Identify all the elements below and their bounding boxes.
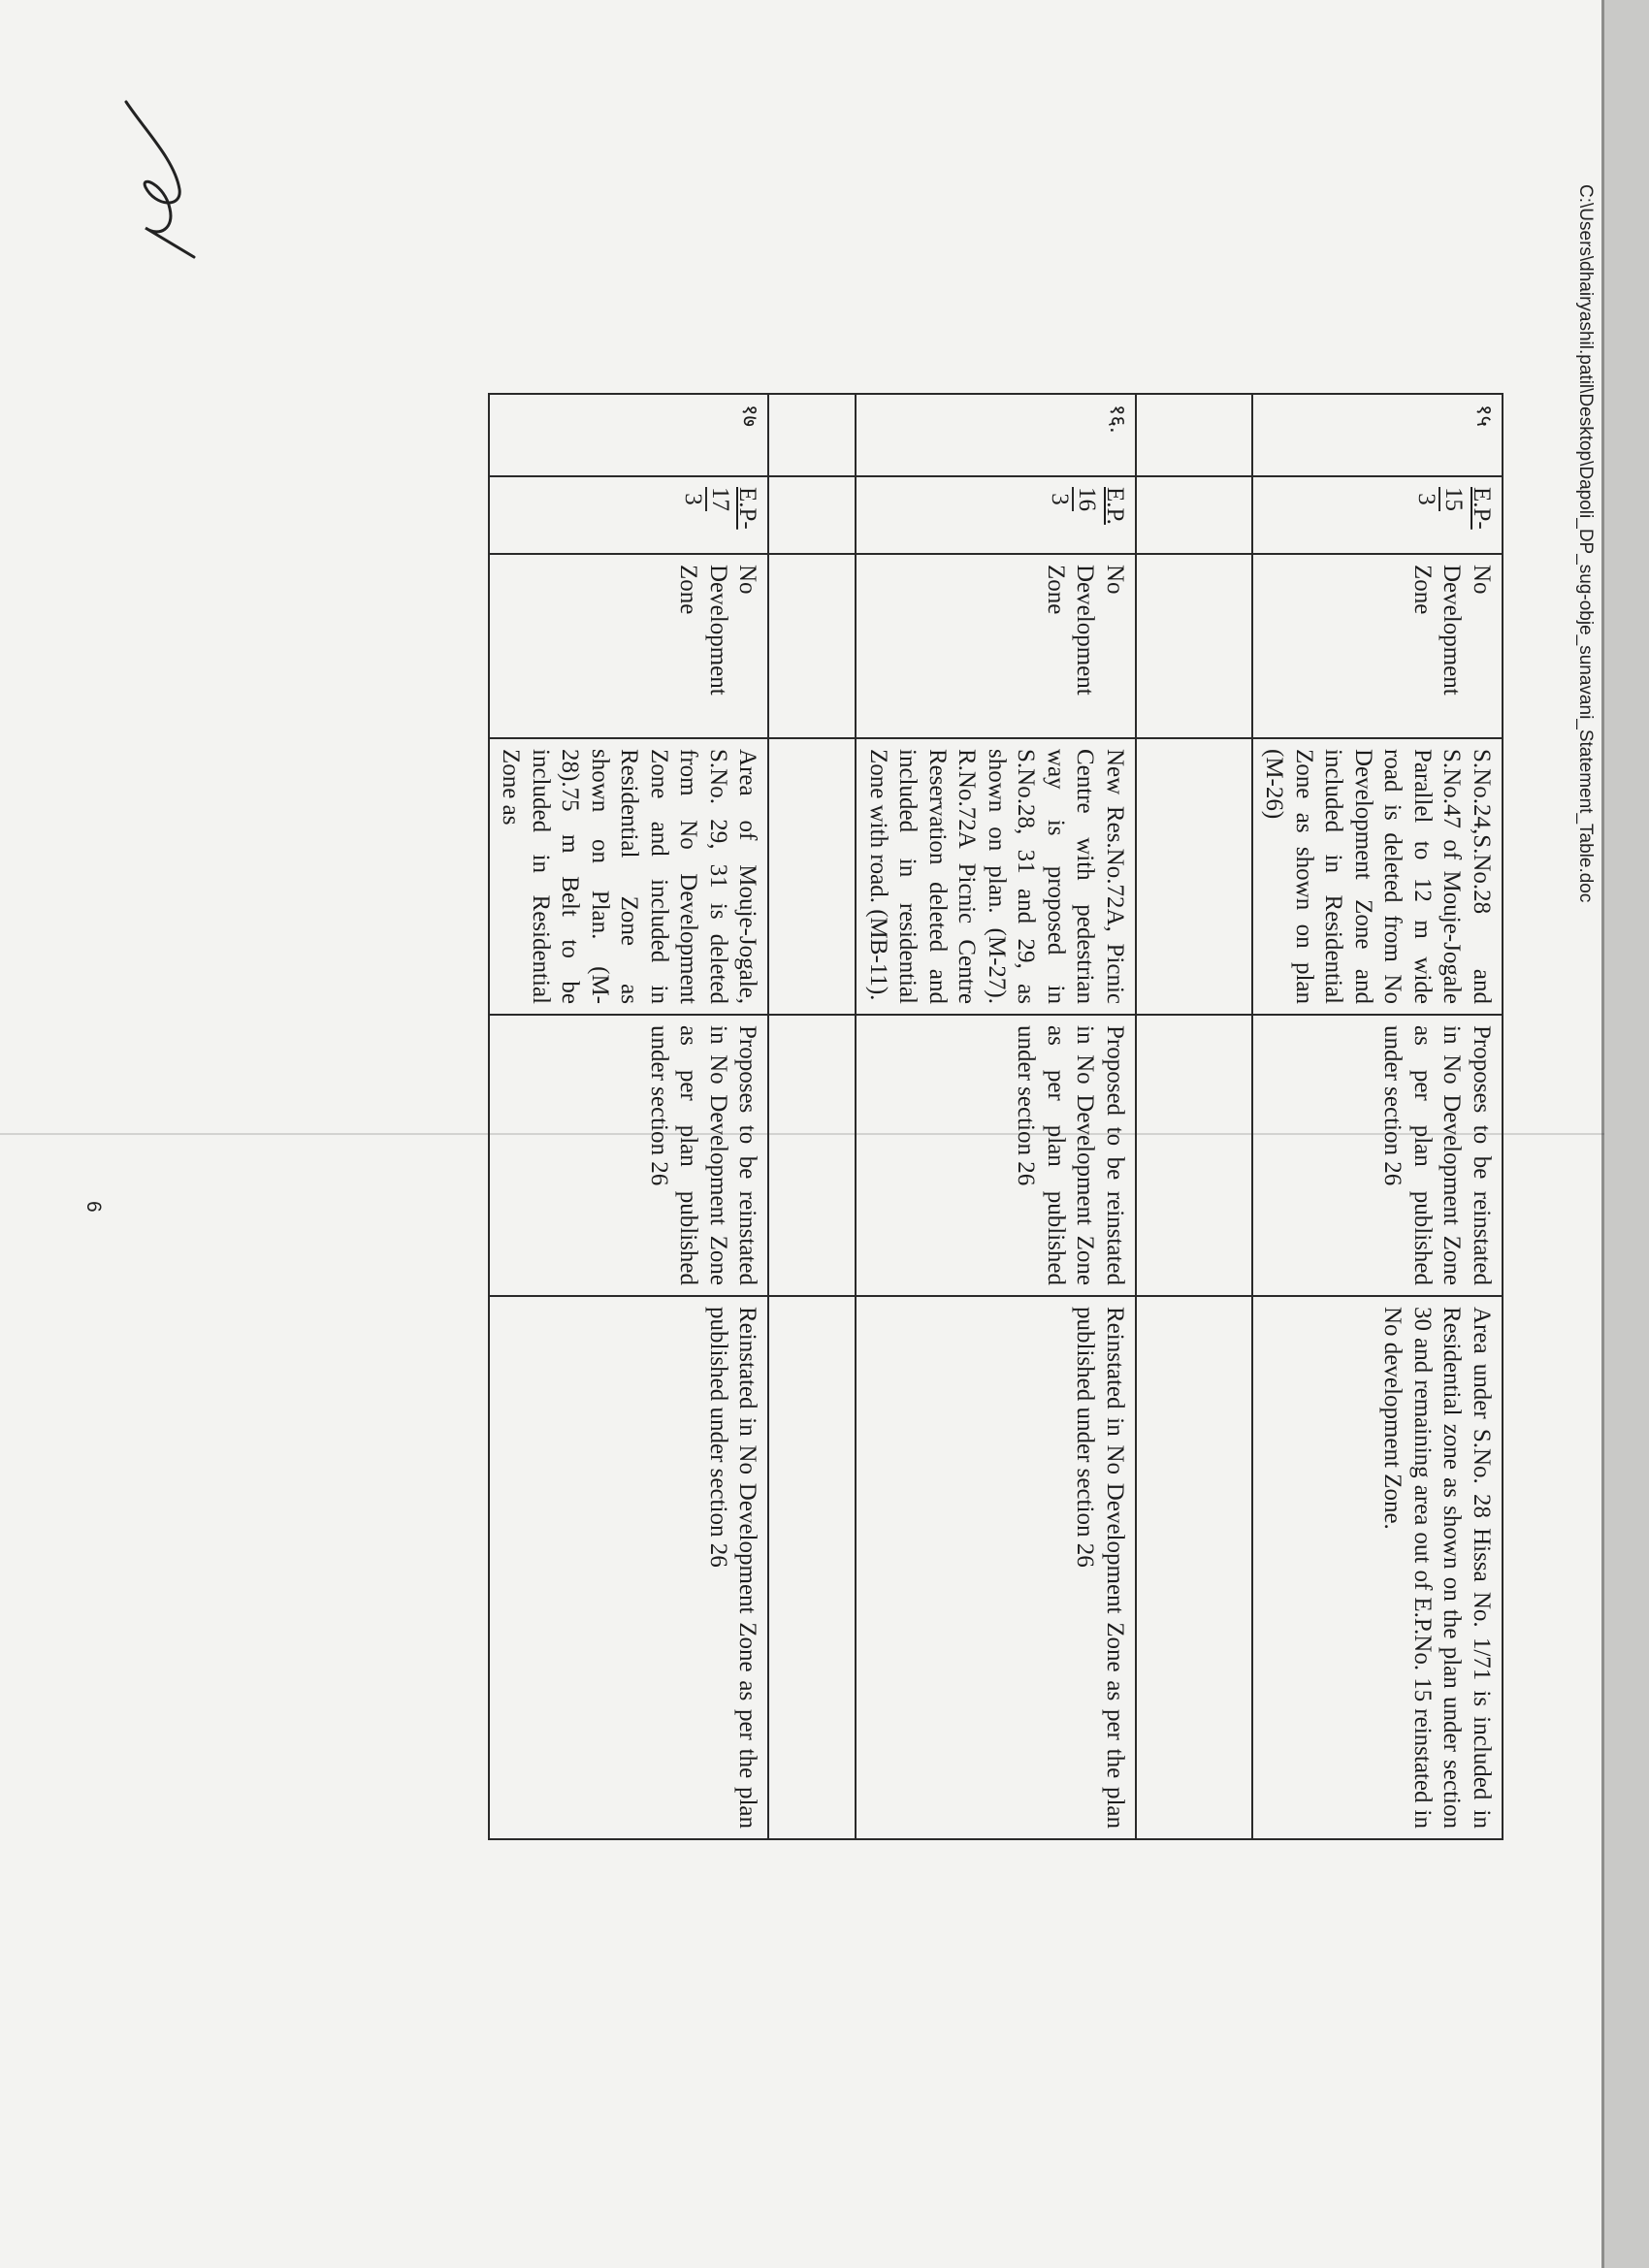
- proposal-cell: S.No.24,S.No.28 and S.No.47 of Mouje-Jogale Parallel to 12 m wide road is deleted from No Development Zone and included in Residential Zone as shown on plan (M-26): [1252, 738, 1503, 1015]
- ep-cell: [489, 476, 769, 554]
- zone-cell: No Development Zone: [857, 554, 1137, 738]
- ep-cell: [1252, 476, 1503, 554]
- handwritten-signature: [97, 92, 213, 267]
- table-row-spacer: [1136, 394, 1252, 1839]
- ep-number: 15: [1439, 487, 1466, 511]
- proposal-cell: New Res.No.72A, Picnic Centre with pedestrian way is proposed in S.No.28, 31 and 29, as shown on plan. (M-27). R.No.72A Picnic Centre Reservation deleted and included in residential Zone with road. (MB-11).: [857, 738, 1137, 1015]
- decision-cell: Proposes to be reinstated in No Development Zone as per plan published under section 26: [489, 1015, 769, 1296]
- final-cell: Reinstated in No Development Zone as per the plan published under section 26: [489, 1296, 769, 1839]
- statement-table: [488, 393, 1504, 1840]
- ep-sheet: 3: [1413, 493, 1440, 505]
- ep-fraction: [1047, 487, 1100, 511]
- page-number: 6: [82, 1201, 105, 1213]
- ep-fraction: [680, 487, 733, 511]
- table-row: [857, 394, 1137, 1839]
- ep-code: E.P-: [734, 487, 761, 530]
- table-row-spacer: [769, 394, 857, 1839]
- ep-cell: [857, 476, 1137, 554]
- zone-cell: No Development Zone: [1252, 554, 1503, 738]
- proposal-cell: Area of Mouje-Jogale, S.No. 29, 31 is deleted from No Development Zone and included in Residential Zone as shown on Plan. (M-28).75 m Belt to be included in Residential Zone as: [489, 738, 769, 1015]
- final-cell: Area under S.No. 28 Hissa No. 1/71 is included in Residential zone as shown on the plan under section 30 and remaining area out of E.P.No. 15 reinstated in No development Zone.: [1252, 1296, 1503, 1839]
- zone-cell: No Development Zone: [489, 554, 769, 738]
- decision-cell: Proposes to be reinstated in No Development Zone as per plan published under section 26: [1252, 1015, 1503, 1296]
- ep-fraction: [1413, 487, 1467, 511]
- ep-sheet: 3: [679, 493, 706, 505]
- ep-code: E.P.: [1102, 487, 1128, 525]
- ep-code: E.P-: [1469, 487, 1495, 530]
- serial-number: १५: [1252, 394, 1503, 476]
- serial-number: १६.: [857, 394, 1137, 476]
- table-row: [1252, 394, 1503, 1839]
- final-cell: Reinstated in No Development Zone as per the plan published under section 26: [857, 1296, 1137, 1839]
- decision-cell: Proposed to be reinstated in No Development Zone as per plan published under section 26: [857, 1015, 1137, 1296]
- serial-number: १७: [489, 394, 769, 476]
- ep-number: 16: [1072, 487, 1099, 511]
- file-path: C:\Users\dhairyashil.patil\Desktop\Dapoli_DP_sug-obje_sunavani_Statement_Table.doc: [1575, 184, 1596, 903]
- ep-number: 17: [705, 487, 732, 511]
- table-row: [489, 394, 769, 1839]
- ep-sheet: 3: [1047, 493, 1074, 505]
